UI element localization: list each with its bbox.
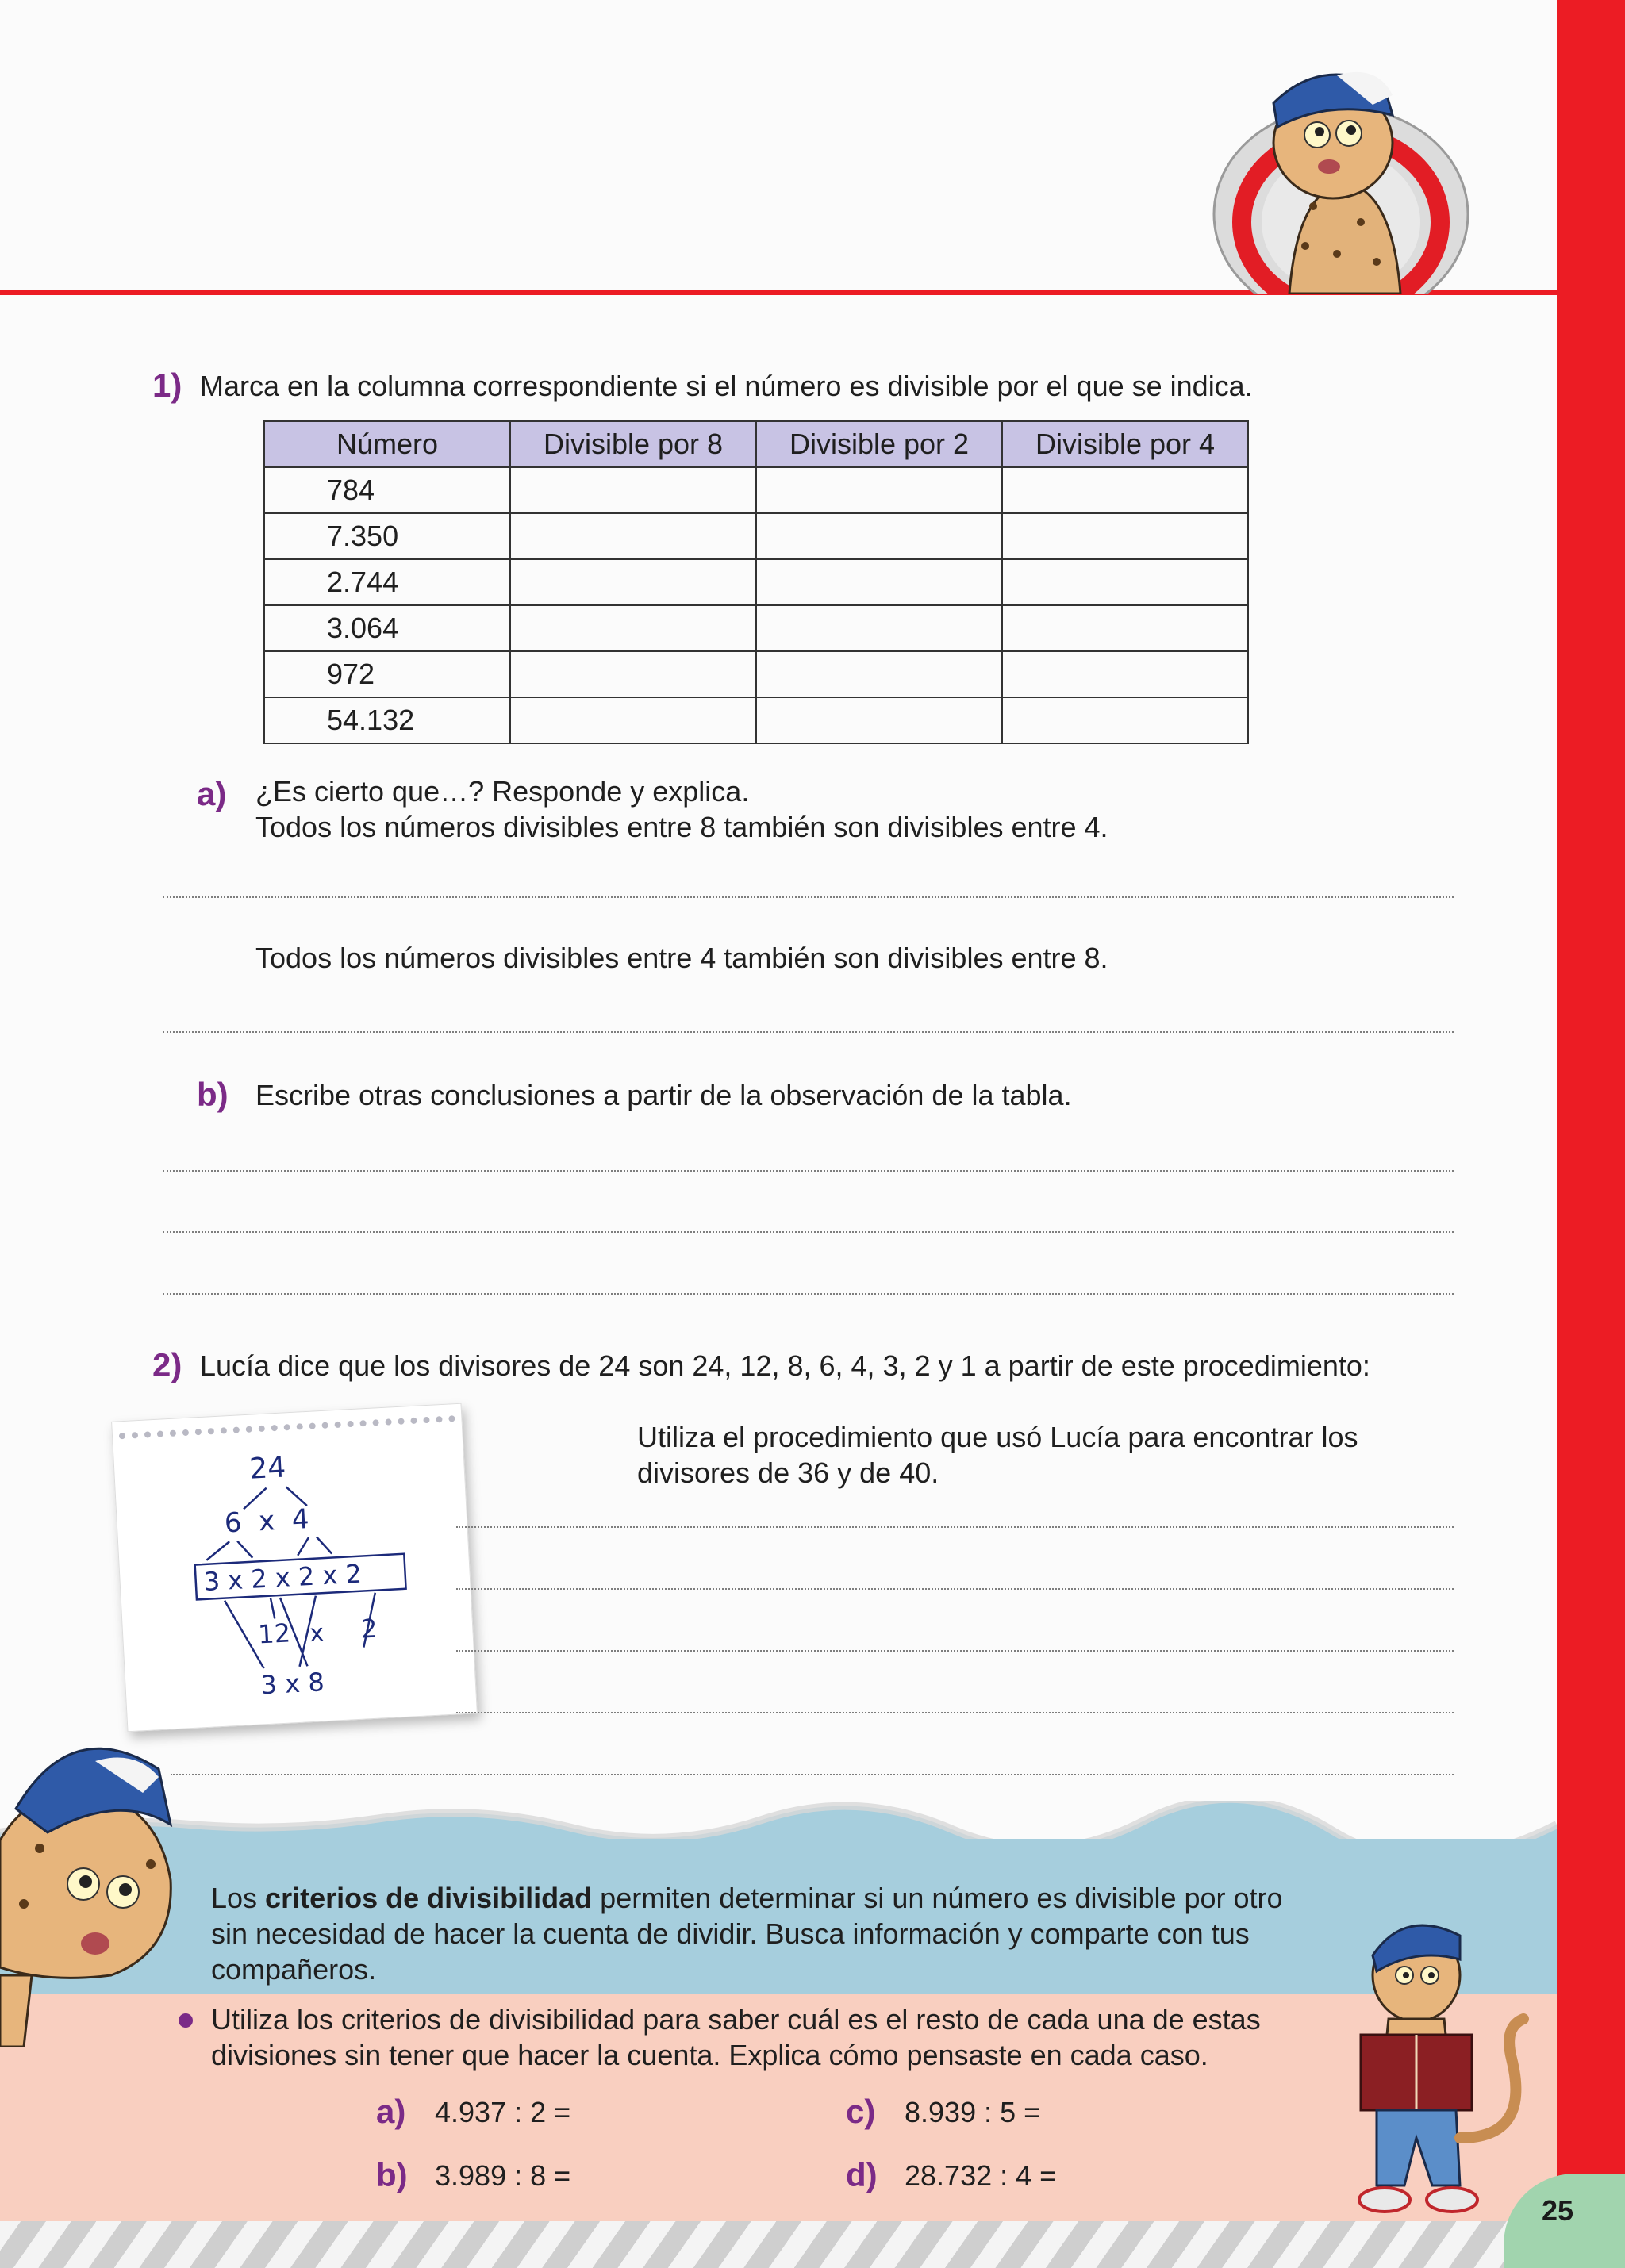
table-cell-number: 3.064 bbox=[264, 605, 510, 651]
question-1a-statement-1: Todos los números divisibles entre 8 también son divisibles entre 4. bbox=[255, 811, 1108, 843]
answer-line[interactable] bbox=[163, 1170, 1454, 1172]
table-cell-div8[interactable] bbox=[510, 605, 756, 651]
table-cell-div4[interactable] bbox=[1002, 605, 1248, 651]
answer-line[interactable] bbox=[163, 1031, 1454, 1033]
question-1b-label: b) bbox=[197, 1076, 229, 1113]
leopard-mascot-thinking-illustration bbox=[1154, 56, 1527, 294]
question-2-number: 2) bbox=[152, 1346, 182, 1383]
table-cell-div2[interactable] bbox=[756, 559, 1002, 605]
table-cell-number: 972 bbox=[264, 651, 510, 697]
tree-root-24: 24 bbox=[248, 1451, 287, 1486]
info-text-end: permiten determinar si un número es divisible por otro sin necesidad de hacer la cuenta de dividir. Busca información y comparte con tus compañeros. bbox=[211, 1882, 1283, 1986]
item-a-label: a) bbox=[376, 2093, 406, 2130]
leopard-mascot-peeking-illustration bbox=[0, 1713, 190, 2047]
table-header-div4: Divisible por 4 bbox=[1002, 421, 1248, 467]
question-2-instruction: Utiliza el procedimiento que usó Lucía para encontrar los divisores de 36 y de 40. bbox=[637, 1421, 1358, 1489]
table-row bbox=[264, 513, 1248, 559]
tree-level-times: x bbox=[309, 1619, 325, 1648]
answer-line[interactable] bbox=[163, 896, 1454, 898]
answer-line[interactable] bbox=[456, 1526, 1454, 1528]
table-cell-div8[interactable] bbox=[510, 467, 756, 513]
table-row bbox=[264, 651, 1248, 697]
table-cell-number: 2.744 bbox=[264, 559, 510, 605]
red-sidebar bbox=[1557, 0, 1625, 2221]
item-d-expression: 28.732 : 4 = bbox=[905, 2159, 1057, 2192]
footer-stripe bbox=[0, 2221, 1625, 2268]
item-c-label: c) bbox=[846, 2093, 876, 2130]
tree-level-2: 2 bbox=[360, 1613, 378, 1644]
table-cell-div2[interactable] bbox=[756, 697, 1002, 743]
answer-line[interactable] bbox=[163, 1231, 1454, 1233]
table-cell-div8[interactable] bbox=[510, 559, 756, 605]
leopard-mascot-reading-illustration bbox=[1341, 1900, 1539, 2233]
table-cell-div2[interactable] bbox=[756, 513, 1002, 559]
item-b-label: b) bbox=[376, 2156, 408, 2193]
question-1a-statement-2: Todos los números divisibles entre 4 también son divisibles entre 8. bbox=[255, 942, 1108, 974]
info-text-start: Los bbox=[211, 1882, 266, 1914]
answer-line[interactable] bbox=[456, 1712, 1454, 1713]
table-cell-div4[interactable] bbox=[1002, 513, 1248, 559]
table-cell-div4[interactable] bbox=[1002, 559, 1248, 605]
page-number: 25 bbox=[1542, 2194, 1574, 2227]
item-a-expression: 4.937 : 2 = bbox=[435, 2096, 571, 2128]
table-header-div8: Divisible por 8 bbox=[510, 421, 756, 467]
table-cell-div4[interactable] bbox=[1002, 467, 1248, 513]
answer-line[interactable] bbox=[456, 1650, 1454, 1652]
handwritten-note-card bbox=[111, 1403, 478, 1733]
question-1-prompt: Marca en la columna correspondiente si el número es divisible por el que se indica. bbox=[200, 370, 1253, 402]
table-cell-div2[interactable] bbox=[756, 651, 1002, 697]
item-c-expression: 8.939 : 5 = bbox=[905, 2096, 1041, 2128]
tree-level-6x4: 6 x 4 bbox=[223, 1502, 310, 1540]
table-row bbox=[264, 559, 1248, 605]
answer-line[interactable] bbox=[163, 1293, 1454, 1295]
table-cell-div2[interactable] bbox=[756, 467, 1002, 513]
question-2-prompt: Lucía dice que los divisores de 24 son 24, 12, 8, 6, 4, 3, 2 y 1 a partir de este procedimiento: bbox=[200, 1349, 1370, 1382]
table-cell-div4[interactable] bbox=[1002, 651, 1248, 697]
info-bullet-text: Utiliza los criterios de divisibilidad para saber cuál es el resto de cada una de estas divisiones sin tener que hacer la cuenta. Explica cómo pensaste en cada caso. bbox=[211, 2003, 1261, 2071]
question-1a-label: a) bbox=[197, 775, 227, 812]
tree-prime-factors: 3 x 2 x 2 x 2 bbox=[202, 1558, 363, 1597]
tree-level-12: 12 bbox=[257, 1618, 292, 1650]
tree-level-3x8: 3 x 8 bbox=[259, 1667, 325, 1701]
table-header-row bbox=[264, 421, 1248, 467]
item-d-label: d) bbox=[846, 2156, 878, 2193]
info-bold-term: criterios de divisibilidad bbox=[265, 1882, 593, 1914]
table-header-number: Número bbox=[264, 421, 510, 467]
table-cell-div8[interactable] bbox=[510, 697, 756, 743]
answer-line[interactable] bbox=[456, 1588, 1454, 1590]
question-1b-text: Escribe otras conclusiones a partir de la observación de la tabla. bbox=[255, 1079, 1072, 1111]
item-b-expression: 3.989 : 8 = bbox=[435, 2159, 571, 2192]
table-cell-div4[interactable] bbox=[1002, 697, 1248, 743]
table-cell-div8[interactable] bbox=[510, 513, 756, 559]
answer-line[interactable] bbox=[171, 1774, 1454, 1775]
table-cell-number: 7.350 bbox=[264, 513, 510, 559]
table-row bbox=[264, 697, 1248, 743]
table-cell-number: 54.132 bbox=[264, 697, 510, 743]
table-cell-number: 784 bbox=[264, 467, 510, 513]
table-row bbox=[264, 605, 1248, 651]
table-cell-div2[interactable] bbox=[756, 605, 1002, 651]
divisibility-table bbox=[263, 420, 1249, 744]
question-1a-question: ¿Es cierto que…? Responde y explica. bbox=[255, 775, 750, 808]
info-paragraph bbox=[211, 1880, 1322, 1987]
question-1-number: 1) bbox=[152, 366, 182, 404]
table-row bbox=[264, 467, 1248, 513]
table-header-div2: Divisible por 2 bbox=[756, 421, 1002, 467]
table-cell-div8[interactable] bbox=[510, 651, 756, 697]
